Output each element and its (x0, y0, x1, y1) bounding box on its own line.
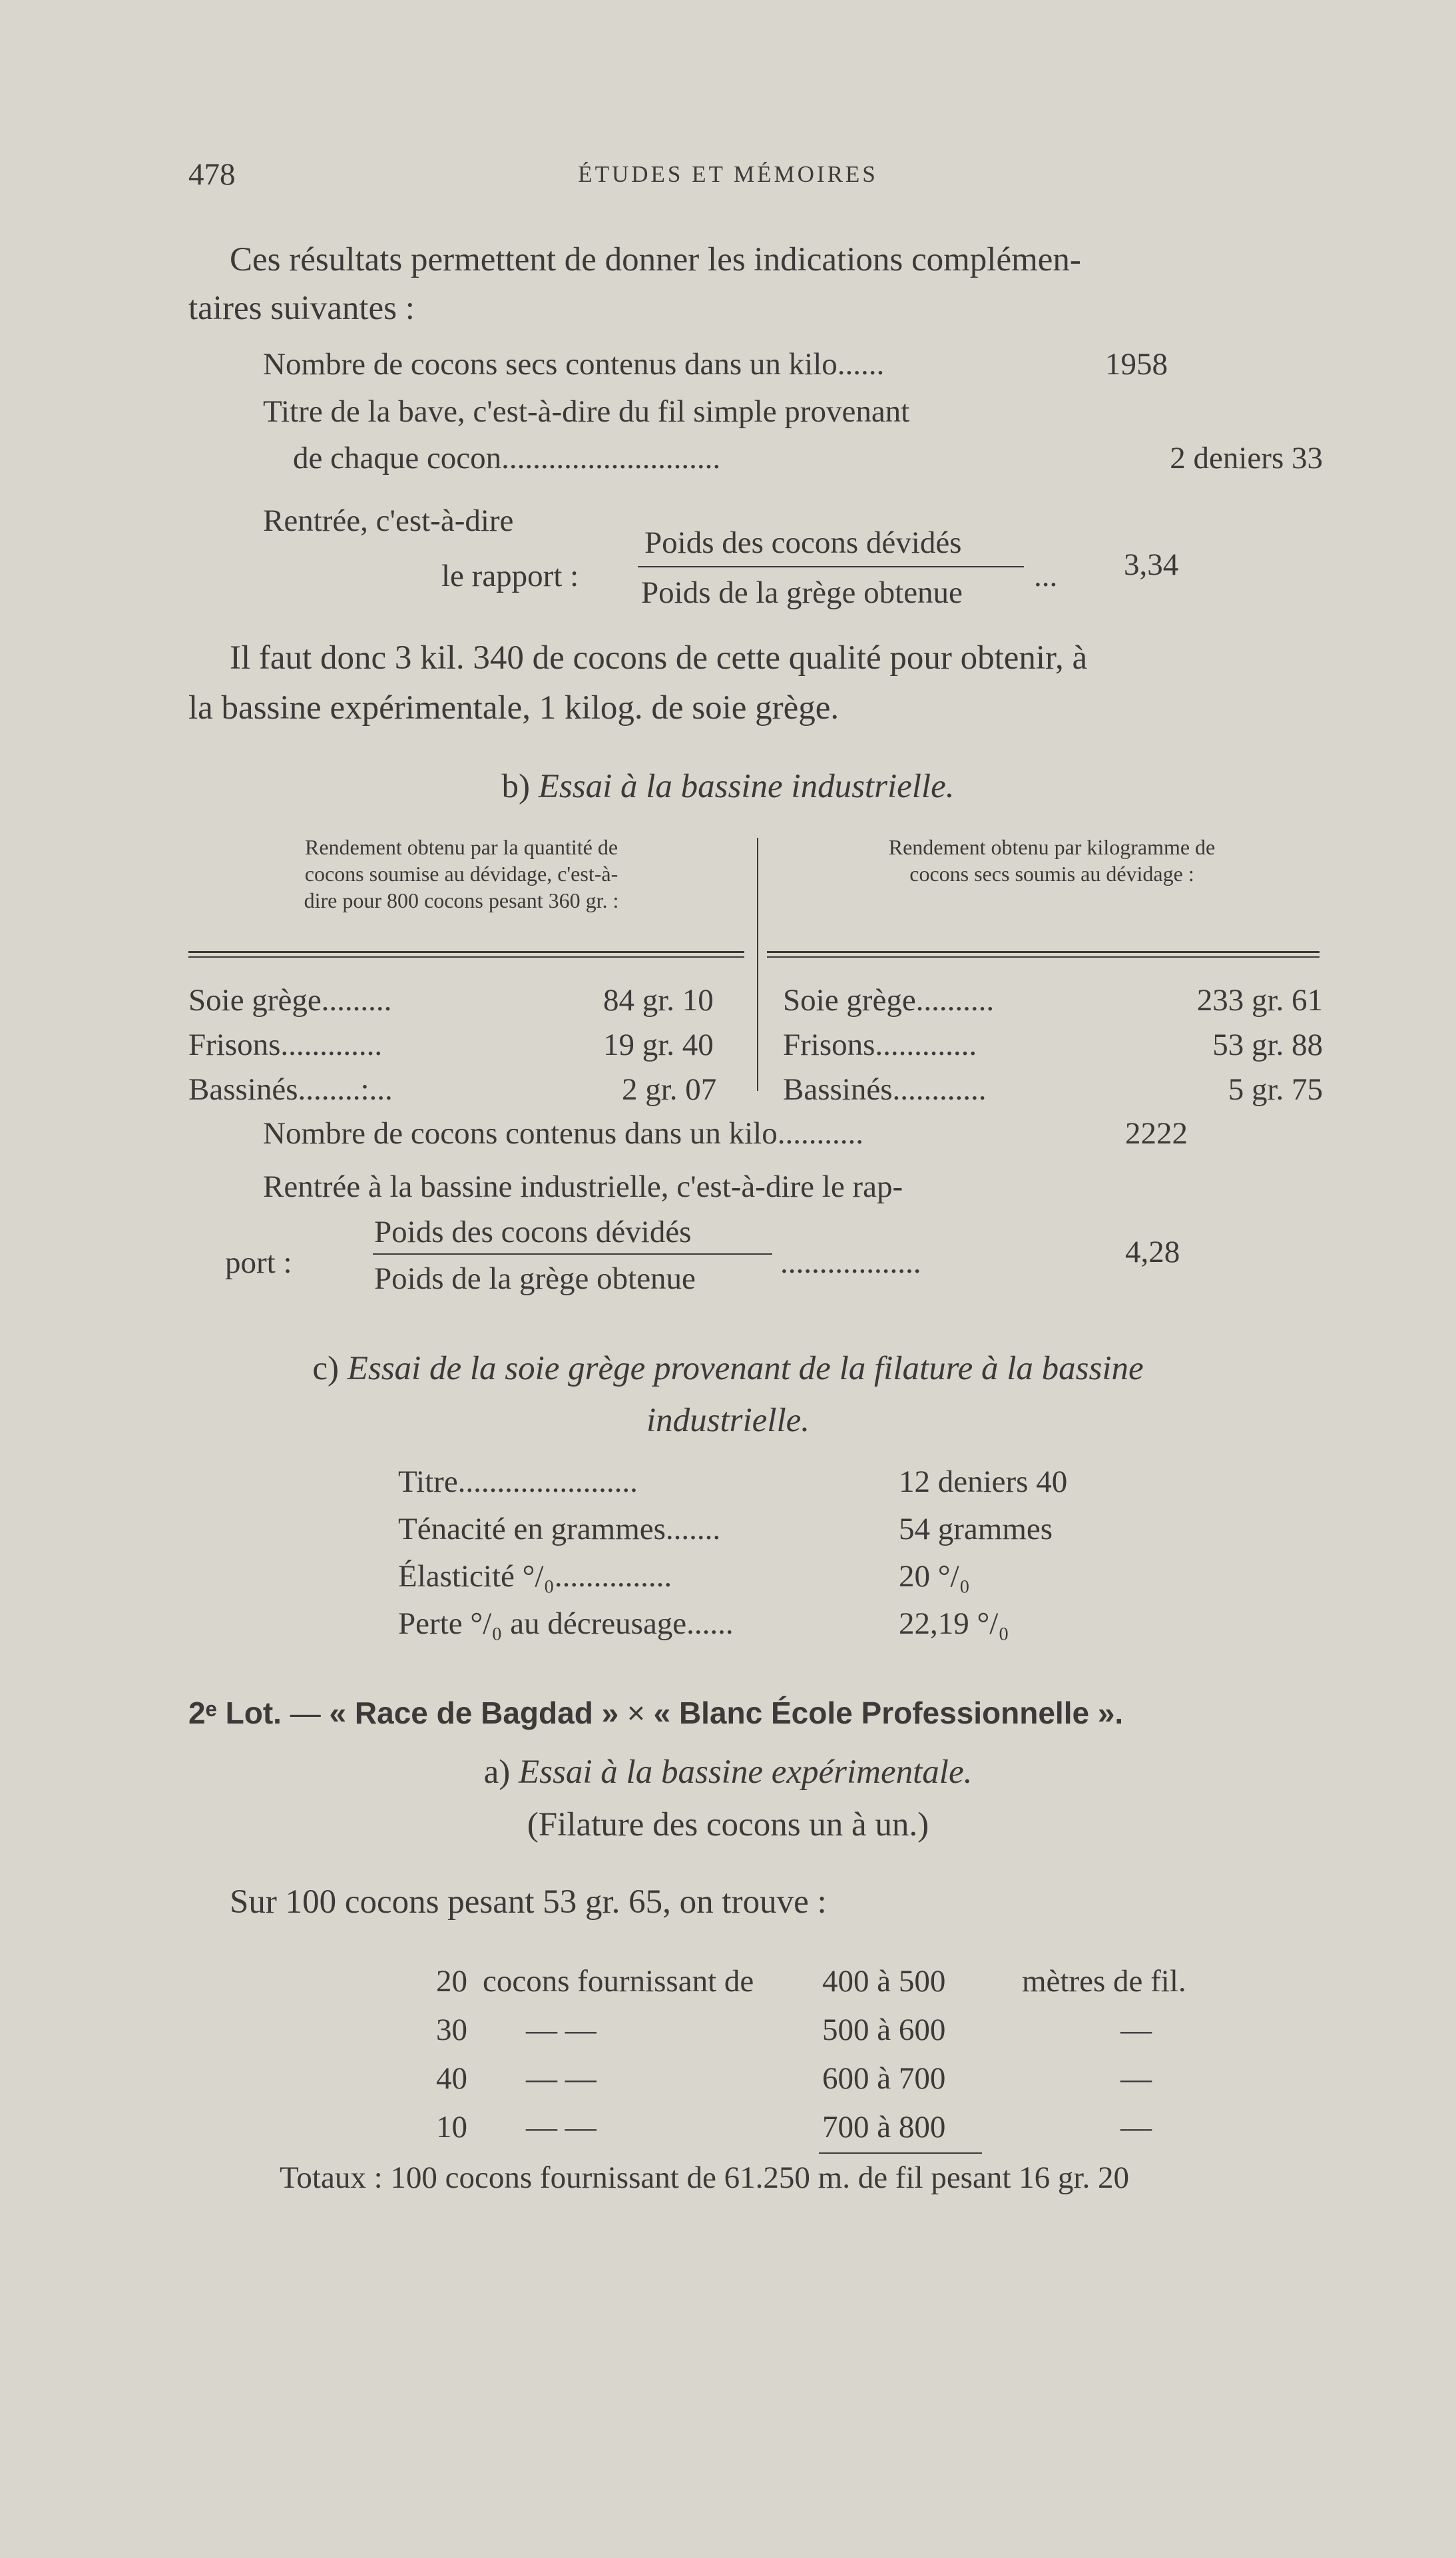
nombre-cocons-b-label: Nombre de cocons contenus dans un kilo........... (263, 1116, 863, 1151)
rentree-b-value: 4,28 (1125, 1235, 1180, 1269)
rentree-b-dots: .................. (780, 1245, 921, 1280)
section-c-title-line-1: Essai de la soie grège provenant de la filature à la bassine (347, 1350, 1144, 1387)
lot2-totaux: Totaux : 100 cocons fournissant de 61.250 m. de fil pesant 16 gr. 20 (280, 2160, 1129, 2195)
lot2-row-1-text: cocons fournissant de (483, 1964, 754, 1999)
left-head-line-2: cocons soumise au dévidage, c'est-à- (304, 862, 618, 886)
left-heading-rule-2 (188, 956, 744, 958)
rentree-fraction-numerator: Poids des cocons dévidés (644, 525, 962, 560)
lot2-dash: — (290, 1696, 321, 1730)
section-c-row-tenacite-value: 54 grammes (899, 1512, 1053, 1546)
lot2-row-4-count: 10 (436, 2110, 467, 2144)
nombre-cocons-b-value: 2222 (1125, 1116, 1188, 1151)
lot2-row-1-range: 400 à 500 (822, 1964, 946, 1999)
lot2-row-3-count: 40 (436, 2061, 467, 2096)
intro-line-1: Ces résultats permettent de donner les indications complémen- (230, 241, 1081, 278)
nombre-cocons-label: Nombre de cocons secs contenus dans un kilo...... (263, 347, 885, 382)
rentree-dots: ... (1034, 559, 1058, 593)
section-c-row-perte-value: 22,19 °/₀ (899, 1606, 1009, 1641)
right-row-frisons-value: 53 gr. 88 (1212, 1028, 1323, 1062)
right-head-line-1: Rendement obtenu par kilogramme de (888, 835, 1216, 859)
lot2-essai-marker: a) (483, 1754, 511, 1791)
section-c-row-elasticite-label: Élasticité °/₀............... (398, 1559, 672, 1594)
lot2-row-1-unit: mètres de fil. (1022, 1964, 1186, 1999)
right-row-soie-label: Soie grège.......... (783, 983, 995, 1018)
rentree-line-1: Rentrée, c'est-à-dire (263, 503, 514, 538)
section-b-marker: b) (501, 768, 530, 805)
section-c-row-elasticite-value: 20 °/₀ (899, 1559, 970, 1594)
lot2-row-4-range: 700 à 800 (822, 2110, 946, 2144)
conclusion-line-2: la bassine expérimentale, 1 kilog. de soie grège. (188, 689, 840, 727)
intro-line-2: taires suivantes : (188, 290, 415, 327)
lot2-prefix: 2ᵉ Lot. (188, 1696, 282, 1730)
rentree-prefix: le rapport : (441, 559, 579, 593)
rentree-fraction-bar (638, 566, 1024, 567)
titre-bave-line-2: de chaque cocon............................ (293, 441, 721, 476)
lot2-row-2-count: 30 (436, 2013, 467, 2047)
right-row-frisons-label: Frisons............. (783, 1028, 977, 1062)
lot2-row-4-unit: — (1120, 2110, 1152, 2144)
lot2-row-3-text: — — (526, 2061, 597, 2096)
titre-bave-line-1: Titre de la bave, c'est-à-dire du fil simple provenant (263, 394, 910, 429)
lot2-filature-note: (Filature des cocons un à un.) (527, 1806, 929, 1843)
left-head-line-3: dire pour 800 cocons pesant 360 gr. : (304, 888, 619, 912)
left-heading-rule-1 (188, 951, 744, 953)
section-c-heading (0, 1347, 1456, 1391)
left-row-bassines-label: Bassinés........:... (188, 1072, 393, 1107)
lot2-row-1-count: 20 (436, 1964, 467, 1999)
right-heading-rule-1 (767, 951, 1320, 953)
lot2-row-3-range: 600 à 700 (822, 2061, 946, 2096)
lot2-cross-icon: × (626, 1696, 645, 1730)
lot2-race: « Race de Bagdad » (329, 1696, 619, 1730)
section-b-title: Essai à la bassine industrielle. (538, 768, 955, 805)
section-b-heading (0, 765, 1456, 808)
right-column-heading (772, 834, 1332, 887)
rentree-value: 3,34 (1124, 547, 1179, 582)
lot2-row-2-unit: — (1120, 2013, 1152, 2047)
right-row-bassines-value: 5 gr. 75 (1228, 1072, 1323, 1107)
left-row-soie-label: Soie grège......... (188, 983, 392, 1018)
conclusion-line-1: Il faut donc 3 kil. 340 de cocons de cette qualité pour obtenir, à (230, 639, 1088, 677)
lot2-row-3-unit: — (1120, 2061, 1152, 2096)
left-column-heading (188, 834, 734, 914)
lot2-essai-heading (0, 1750, 1456, 1794)
left-row-frisons-value: 19 gr. 40 (603, 1028, 714, 1062)
port-prefix: port : (225, 1245, 292, 1280)
lot2-essai-title: Essai à la bassine expérimentale. (519, 1754, 973, 1791)
lot2-sur-line: Sur 100 cocons pesant 53 gr. 65, on trouve : (230, 1883, 827, 1921)
lot2-row-2-range: 500 à 600 (822, 2013, 946, 2047)
section-c-marker: c) (312, 1350, 339, 1387)
lot2-heading (188, 1693, 1123, 1733)
section-c-row-titre-value: 12 deniers 40 (899, 1464, 1068, 1499)
left-row-bassines-value: 2 gr. 07 (622, 1072, 717, 1107)
running-title: ÉTUDES ET MÉMOIRES (578, 161, 878, 187)
nombre-cocons-value: 1958 (1105, 347, 1168, 382)
titre-bave-value: 2 deniers 33 (1170, 441, 1323, 476)
right-head-line-2: cocons secs soumis au dévidage : (909, 862, 1194, 886)
column-divider (757, 838, 758, 1091)
lot2-row-2-text: — — (526, 2013, 597, 2047)
rentree-b-fraction-denominator: Poids de la grège obtenue (374, 1261, 696, 1296)
right-heading-rule-2 (767, 956, 1320, 958)
rentree-fraction-denominator: Poids de la grège obtenue (641, 575, 963, 610)
left-row-soie-value: 84 gr. 10 (603, 983, 714, 1018)
lot2-sum-rule (819, 2152, 982, 2154)
left-head-line-1: Rendement obtenu par la quantité de (304, 835, 618, 859)
section-c-row-titre-label: Titre....................... (398, 1464, 638, 1499)
rentree-b-fraction-numerator: Poids des cocons dévidés (374, 1215, 692, 1249)
section-c-row-tenacite-label: Ténacité en grammes....... (398, 1512, 721, 1546)
right-row-soie-value: 233 gr. 61 (1196, 983, 1323, 1018)
page-number: 478 (188, 157, 236, 192)
left-row-frisons-label: Frisons............. (188, 1028, 383, 1062)
rentree-b-line: Rentrée à la bassine industrielle, c'est-à-dire le rap- (263, 1169, 903, 1204)
rentree-b-fraction-bar (373, 1253, 772, 1255)
right-row-bassines-label: Bassinés............ (783, 1072, 987, 1107)
section-c-title-line-2: industrielle. (646, 1402, 810, 1439)
lot2-blanc: « Blanc École Professionnelle ». (653, 1696, 1124, 1730)
lot2-row-4-text: — — (526, 2110, 597, 2144)
section-c-row-perte-label: Perte °/₀ au décreusage...... (398, 1606, 734, 1641)
